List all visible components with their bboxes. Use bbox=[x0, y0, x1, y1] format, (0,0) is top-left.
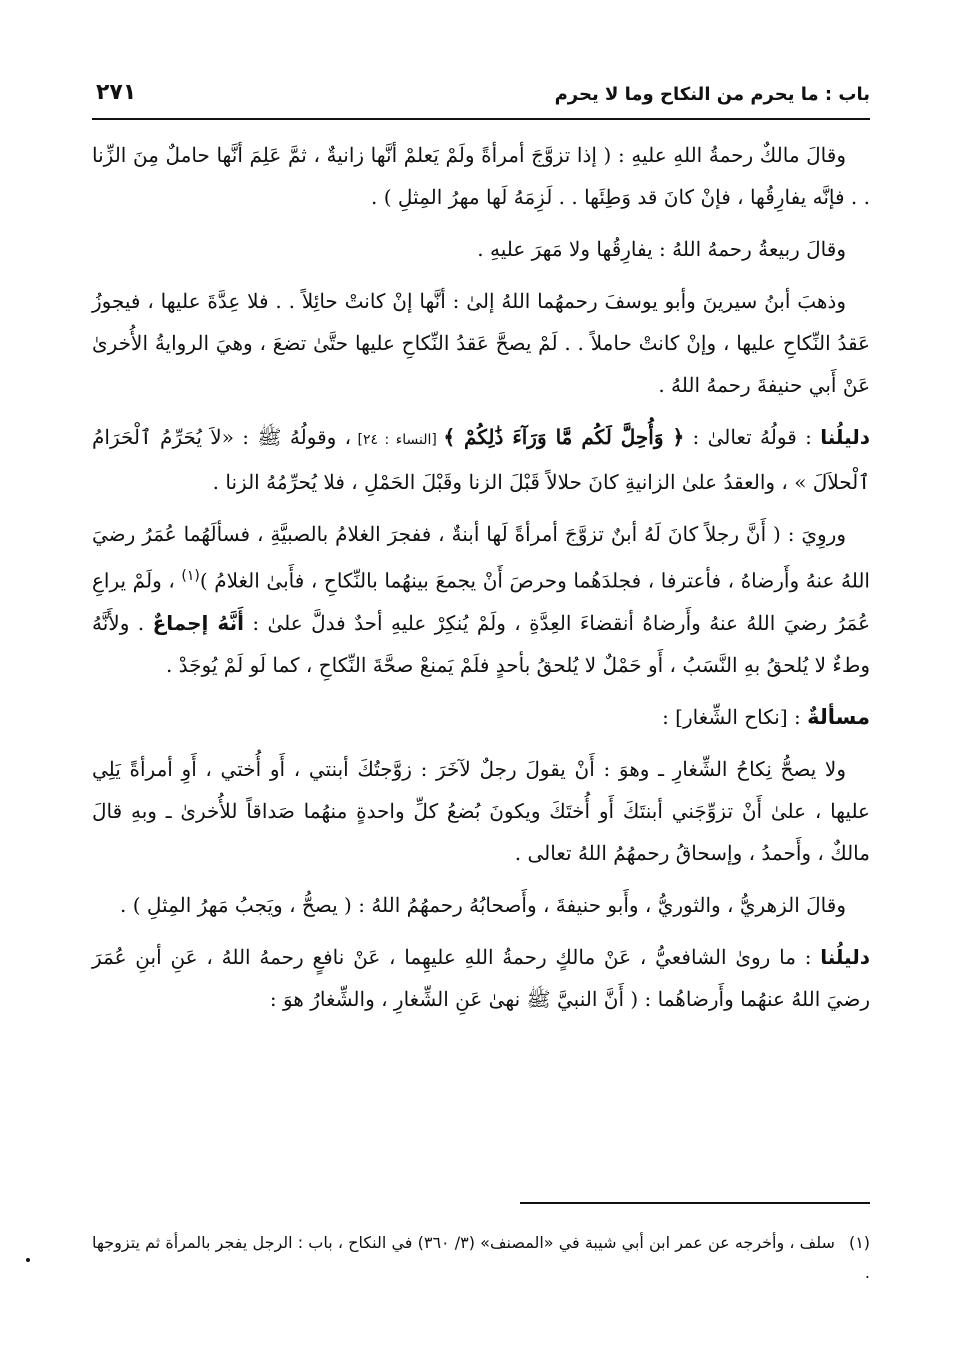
evidence-text-a: : قولُهُ تعالىٰ : bbox=[684, 425, 821, 449]
evidence-2-text: : ما روىٰ الشافعيُّ ، عَنْ مالكٍ رحمةُ اللهِ عليهِما ، عَنْ نافعٍ رحمهُ اللهُ ، عَنِ أبنِ عُمَرَ رضيَ اللهُ عنهُما وأَرضاهُما : ( أَنَّ النبيَّ ﷺ نهىٰ عَنِ الشِّغارِ ، والشِّغارُ هوَ : bbox=[92, 944, 870, 1011]
footnote-marker: (١) bbox=[181, 568, 200, 584]
narration-text-b: ، ولَمْ يراعِ عُمَرُ رضيَ اللهُ عنهُ وأَرضاهُ أنقضاءَ العِدَّةِ ، ولَمْ يُنكِرْ عليهِ أحدٌ فدلَّ علىٰ : bbox=[92, 568, 871, 635]
paragraph-evidence bbox=[92, 416, 870, 503]
paragraph-rabia: وقالَ ربيعةُ رحمهُ اللهُ : يفارِقُها ولا مَهرَ عليهِ . bbox=[477, 237, 846, 261]
running-title: باب : ما يحرم من النكاح وما لا يحرم bbox=[554, 84, 870, 105]
verse-reference: [النساء : ٢٤] bbox=[351, 432, 444, 448]
masala-lead: مسألةٌ bbox=[807, 704, 870, 729]
paragraph-ibn-sirin: وذهبَ أبنُ سيرينَ وأبو يوسفَ رحمهُما اللهُ إلىٰ : أنَّها إنْ كانتْ حائِلاً . . فلا عِدَّةَ عليها ، فيجوزُ عَقدُ النِّكاحِ عليها ، وإنْ كانتْ حاملاً . . لَمْ يصحَّ عَقدُ النِّكاحِ عليها حتَّىٰ تضعَ ، وهيَ الروايةُ الأُخرىٰ عَنْ أَبي حنيفةَ رحمهُ اللهُ . bbox=[92, 289, 870, 397]
footnote-number: (١) bbox=[848, 1233, 871, 1252]
consensus-phrase: أَنَّهُ إجماعٌ bbox=[152, 610, 244, 635]
page-header bbox=[92, 78, 870, 120]
footnotes bbox=[92, 1228, 870, 1288]
paragraph-narration bbox=[92, 513, 870, 686]
quran-verse: ﴿ وَأُحِلَّ لَكُم مَّا وَرَآءَ ذَٰلِكُمْ ﴾ bbox=[443, 425, 685, 449]
masala-heading bbox=[92, 696, 870, 738]
main-text bbox=[92, 134, 870, 1030]
paragraph-shighar: ولا يصحُّ نِكاحُ الشِّغارِ ـ وهوَ : أَنْ يقولَ رجلٌ لآخَرَ : زوَّجتُكَ أبنتي ، أَو أُختي ، أَوِ أمرأةً يَلِي عليها ، علىٰ أَنْ تزوِّجَني أبنتَكَ أَو أُختَكَ ويكونَ بُضعُ كلِّ واحدةٍ منهُما صَداقاً للأُخرىٰ ـ وبهِ قالَ مالكٌ ، وأَحمدُ ، وإسحاقُ رحمهُمُ اللهُ تعالى . bbox=[92, 756, 870, 865]
margin-dot bbox=[26, 1258, 30, 1262]
paragraph-zuhri: وقالَ الزهريُّ ، والثوريُّ ، وأَبو حنيفةَ ، وأَصحابُهُ رحمهُمُ اللهُ : ( يصحُّ ، ويَجبُ مَهرُ المِثلِ ) . bbox=[119, 892, 846, 917]
page-number: ٢٧١ bbox=[96, 80, 137, 105]
narration-text-a: وروِيَ : ( أَنَّ رجلاً كانَ لَهُ أبنٌ تزوَّجَ أمرأةً لَها أبنةٌ ، ففجرَ الغلامُ بالصبيَّةِ ، فسألَهُما عُمَرُ رضيَ اللهُ عنهُ وأَرضاهُ ، فأعترفا ، فجلدَهُما وحرصَ أَنْ يجمعَ بينهُما بالنِّكاحِ ، فأَبىٰ الغلامُ ) bbox=[92, 522, 870, 593]
footnote-divider bbox=[520, 1202, 870, 1204]
paragraph-malik: وقالَ مالكٌ رحمةُ اللهِ عليهِ : ( إذا تزوَّجَ أمرأةً ولَمْ يَعلمْ أنَّها زانيةٌ ، ثمَّ عَلِمَ أنَّها حاملٌ مِنَ الزِّنا . . فإنَّه يفارِقُها ، فإنْ كانَ قد وَطِئَها . . لَزِمَهُ لَها مهرُ المِثلِ ) . bbox=[92, 143, 870, 209]
narration-text-c: . ولأَنَّهُ وطءٌ لا يُلحقُ بهِ النَّسَبُ ، أَو حَمْلٌ لا يُلحقُ بأحدٍ فلَمْ يَمنعْ صحَّةَ النِّكاحِ ، كما لَو لَمْ يُوجَدْ . bbox=[92, 610, 870, 677]
evidence-lead-2: دليلُنا bbox=[820, 944, 870, 969]
paragraph-evidence-2 bbox=[92, 936, 870, 1020]
evidence-text-b: ، وقولُهُ ﷺ : «لاَ يُحَرِّمُ ٱلْحَرَامُ ٱلْحلاَلَ » ، والعقدُ علىٰ الزانيةِ كانَ حلالاً قَبْلَ الزنا وقَبْلَ الحَمْلِ ، فلا يُحرِّمُهُ الزنا . bbox=[92, 425, 870, 494]
footnote-text: سلف ، وأخرجه عن عمر ابن أبي شيبة في «المصنف» (٣/ ٣٦٠) في النكاح ، باب : الرجل يفجر بالمرأة ثم يتزوجها . bbox=[92, 1233, 870, 1282]
masala-title: : [نكاح الشِّغار] : bbox=[662, 704, 808, 729]
footnote-item bbox=[92, 1228, 870, 1288]
evidence-lead: دليلُنا bbox=[820, 425, 871, 449]
